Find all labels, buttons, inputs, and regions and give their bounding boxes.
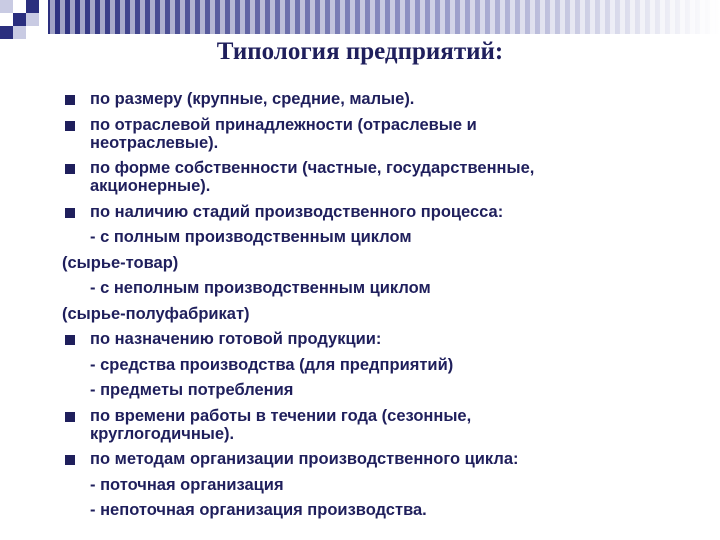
sub-item-text: - средства производства (для предприятий) [90, 355, 454, 374]
bullet-text-line: акционерные). [90, 177, 211, 195]
square-bullet-icon [65, 121, 75, 131]
bullet-text-line: по времени работы в течении года (сезонные, [90, 406, 472, 425]
bullet-text-line: круглогодичные). [90, 424, 235, 443]
continuation-text: (сырье-товар) [62, 253, 179, 272]
bullet-text-line: по размеру (крупные, средние, малые). [90, 90, 415, 108]
sub-item-text: - предметы потребления [90, 381, 294, 399]
bullet-text-line: по назначению готовой продукции: [90, 330, 382, 348]
bullet-text-line: по форме собственности (частные, государственные, [90, 159, 535, 177]
continuation-text: (сырье-полуфабрикат) [62, 304, 250, 323]
slide-title: Типология предприятий: [216, 38, 504, 65]
square-bullet-icon [65, 455, 75, 465]
sub-item-text: - непоточная организация производства. [90, 501, 427, 519]
bullet-text-line: по наличию стадий производственного процесса: [90, 202, 504, 221]
square-bullet-icon [65, 412, 75, 422]
sub-item-text: - с неполным производственным циклом [90, 279, 431, 297]
square-bullet-icon [65, 164, 75, 174]
header-decoration [0, 0, 720, 40]
sub-item-text: - с полным производственным циклом [90, 228, 412, 246]
bullet-text-line: по методам организации производственного цикла: [90, 450, 519, 468]
sub-item-text: - поточная организация [90, 475, 284, 494]
square-bullet-icon [65, 335, 75, 345]
square-bullet-icon [65, 208, 75, 218]
square-bullet-icon [65, 95, 75, 105]
bullet-text-line: неотраслевые). [90, 133, 219, 152]
bullet-text-line: по отраслевой принадлежности (отраслевые и [90, 115, 477, 134]
